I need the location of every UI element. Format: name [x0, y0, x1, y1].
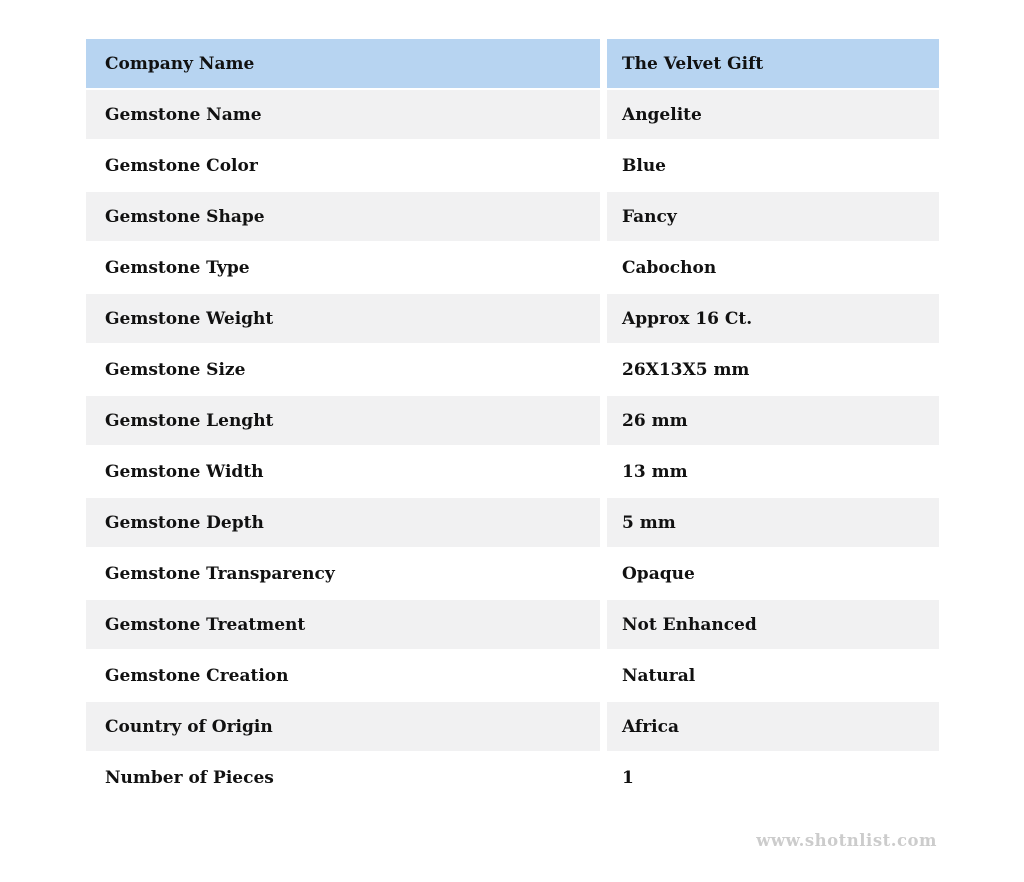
table-row: [86, 549, 939, 600]
table-row: [86, 600, 939, 651]
row-value-cell: Blue: [607, 141, 939, 192]
row-value-cell: 13 mm: [607, 447, 939, 498]
row-label-cell: Gemstone Width: [86, 447, 607, 498]
row-value-cell: Africa: [607, 702, 939, 753]
table-row: [86, 192, 939, 243]
row-value-cell: Approx 16 Ct.: [607, 294, 939, 345]
table-row: [86, 294, 939, 345]
table-header: [86, 39, 939, 90]
row-value-cell: Opaque: [607, 549, 939, 600]
row-value-cell: Fancy: [607, 192, 939, 243]
row-label-cell: Country of Origin: [86, 702, 607, 753]
row-label-cell: Gemstone Name: [86, 90, 607, 141]
row-value-cell: Angelite: [607, 90, 939, 141]
row-label-cell: Gemstone Lenght: [86, 396, 607, 447]
table-body: [86, 90, 939, 804]
row-label-cell: Gemstone Color: [86, 141, 607, 192]
row-value-cell: 1: [607, 753, 939, 804]
table-row: [86, 498, 939, 549]
watermark-text: www.shotnlist.com: [756, 831, 937, 850]
table-header-row: [86, 39, 939, 90]
row-value-cell: 26X13X5 mm: [607, 345, 939, 396]
table-row: [86, 651, 939, 702]
row-label-cell: Gemstone Weight: [86, 294, 607, 345]
gemstone-spec-table: [86, 39, 939, 804]
row-label-cell: Gemstone Treatment: [86, 600, 607, 651]
table-row: [86, 753, 939, 804]
row-label-cell: Gemstone Size: [86, 345, 607, 396]
header-label-cell: Company Name: [86, 39, 607, 90]
row-value-cell: 5 mm: [607, 498, 939, 549]
table-row: [86, 396, 939, 447]
table-row: [86, 90, 939, 141]
row-label-cell: Gemstone Creation: [86, 651, 607, 702]
row-value-cell: Cabochon: [607, 243, 939, 294]
row-value-cell: Not Enhanced: [607, 600, 939, 651]
row-label-cell: Gemstone Type: [86, 243, 607, 294]
row-label-cell: Gemstone Shape: [86, 192, 607, 243]
header-value-cell: The Velvet Gift: [607, 39, 939, 90]
table-row: [86, 702, 939, 753]
row-label-cell: Gemstone Depth: [86, 498, 607, 549]
table-row: [86, 447, 939, 498]
row-label-cell: Number of Pieces: [86, 753, 607, 804]
table-row: [86, 243, 939, 294]
row-value-cell: Natural: [607, 651, 939, 702]
row-value-cell: 26 mm: [607, 396, 939, 447]
row-label-cell: Gemstone Transparency: [86, 549, 607, 600]
table-row: [86, 141, 939, 192]
table-row: [86, 345, 939, 396]
